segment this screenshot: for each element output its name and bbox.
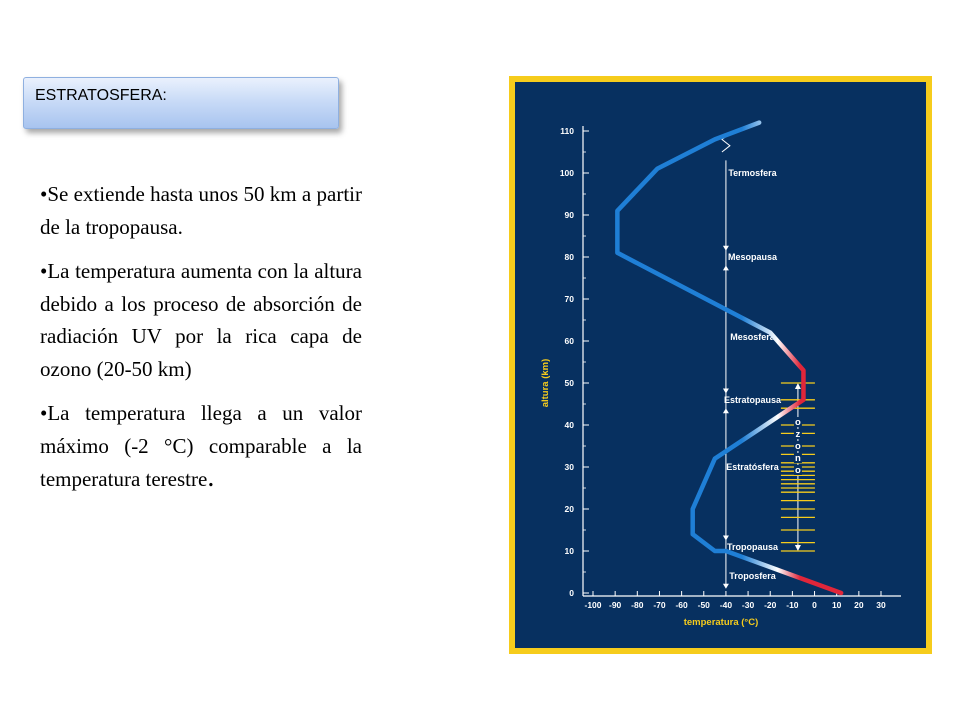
x-tick-label: -30: [741, 600, 755, 610]
chart-background: [515, 82, 926, 648]
y-tick-label: 30: [564, 462, 574, 472]
x-tick-label: -20: [764, 600, 777, 610]
x-tick-label: -50: [697, 600, 710, 610]
y-tick-label: 50: [564, 378, 574, 388]
x-tick-label: -90: [609, 600, 622, 610]
y-tick-label: 100: [559, 168, 574, 178]
bullet-1: •Se extiende hasta unos 50 km a partir de la tropopausa.: [40, 182, 362, 239]
x-tick-label: 10: [831, 600, 842, 610]
x-tick-label: 20: [854, 600, 864, 610]
ozone-letter: o: [795, 465, 801, 476]
bullet-2: •La temperatura aumenta con la altura debido a los proceso de absorción de radiación UV por la rica capa de ozono (20-50 km): [40, 259, 362, 381]
atmosphere-chart: [509, 76, 932, 654]
x-tick-label: 30: [876, 600, 886, 610]
y-tick-label: 80: [564, 252, 574, 262]
x-axis-label: temperatura (°C): [683, 617, 759, 628]
chart-frame: [509, 76, 932, 654]
ozone-letter: n: [795, 453, 801, 464]
y-tick-label: 60: [564, 336, 574, 346]
y-tick-label: 0: [569, 588, 574, 598]
x-tick-label: -80: [631, 600, 644, 610]
x-tick-label: -70: [653, 600, 666, 610]
layer-label: Termosfera: [728, 168, 777, 178]
title-box: [23, 77, 339, 129]
bullet-3-period: .: [207, 462, 215, 493]
ozone-letter: z: [795, 429, 801, 440]
ozone-letter: o: [795, 441, 801, 452]
slide-title: ESTRATOSFERA:: [35, 87, 167, 104]
x-tick-label: -40: [719, 600, 733, 610]
bullet-3: [40, 397, 362, 496]
layer-label: Mesopausa: [727, 252, 778, 262]
y-axis-label: altura (km): [540, 358, 551, 408]
layer-label: Tropopausa: [726, 541, 779, 552]
y-tick-label: 10: [564, 546, 574, 556]
layer-label: Estratósfera: [726, 462, 779, 472]
ozone-letter: o: [795, 417, 801, 428]
layer-label: Troposfera: [729, 571, 776, 582]
y-tick-label: 90: [564, 210, 574, 220]
y-tick-label: 40: [564, 420, 574, 430]
x-tick-label: -100: [584, 600, 602, 610]
layer-label: Estratopausa: [723, 394, 782, 405]
layer-label: Mesosfera: [730, 331, 775, 342]
y-tick-label: 20: [564, 504, 574, 514]
x-tick-label: -60: [675, 600, 688, 610]
x-tick-label: 0: [812, 600, 817, 610]
y-tick-label: 70: [564, 294, 574, 304]
bullet-list: [40, 178, 362, 508]
y-tick-label: 110: [560, 126, 574, 136]
bullet-3-text: •La temperatura llega a un valor máximo (-2 °C) comparable a la temperatura terestre: [40, 401, 362, 491]
x-tick-label: -10: [786, 600, 799, 610]
